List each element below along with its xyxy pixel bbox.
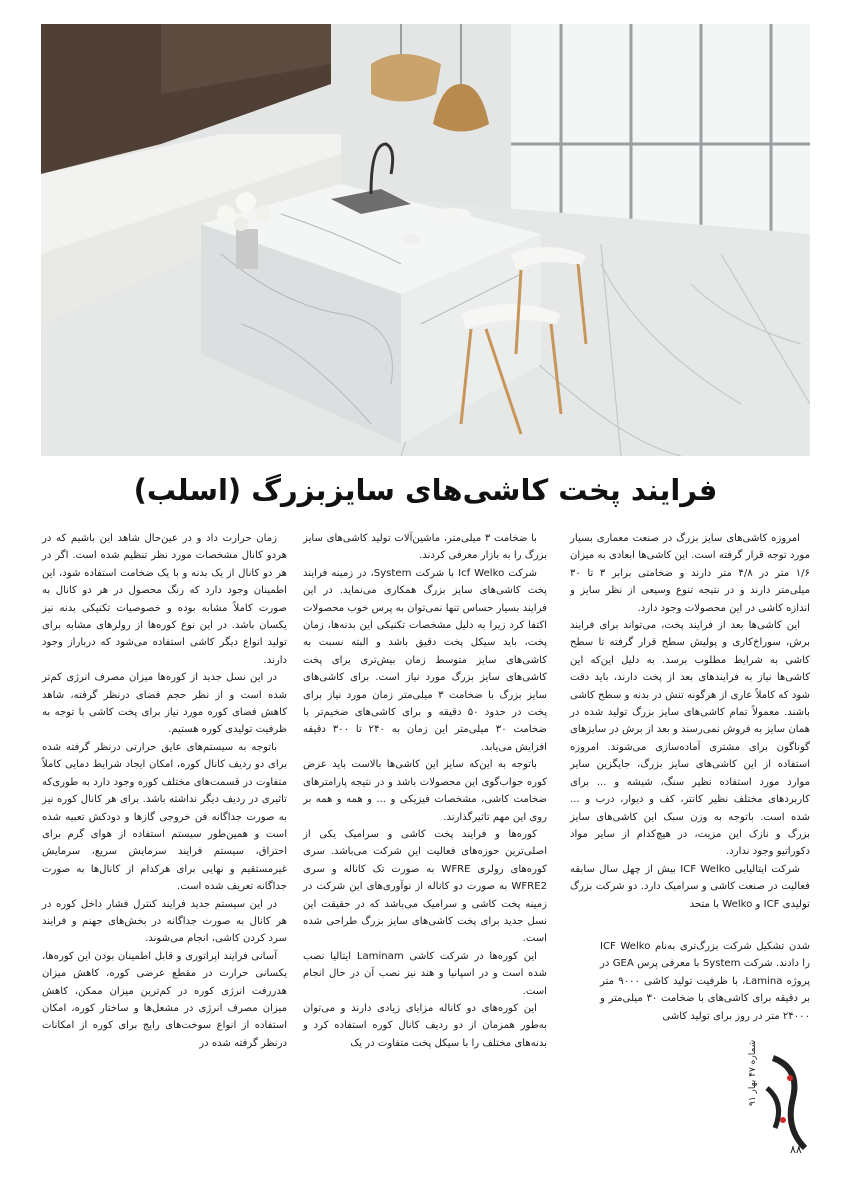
paragraph: این کوره‌های دو کاناله مزایای زیادی دارند و می‌توان به‌طور همزمان از دو ردیف کانال کوره استفاده کرد و بدنه‌های مختلف را با سیکل پخت متفاوت در یک — [303, 1002, 547, 1049]
paragraph: شرکت Icf Welko با شرکت System، در زمینه فرایند پخت کاشی‌های سایز بزرگ همکاری می‌نماید. در این فرایند بسیار حساس تنها نمی‌توان به پرس خوب محصولات اکتفا کرد زیرا به دلیل مشخصات تکنیکی این بدنه‌ها، زمان پخت، باید سیکل پخت دقیق باشد و البته نسبت به کاشی‌های سایز متوسط زمان بیش‌تری برای پخت کاشی‌های سایز بزرگ مورد نیاز است. برای کاشی‌های سایز بزرگ با ضخامت ۳ میلی‌متر زمان مورد نیاز برای پخت در حدود ۵۰ دقیقه و برای کاشی‌های ضخیم‌تر با ضخامت ۳۰ میلی‌متر این زمان به ۲۴۰ تا ۳۰۰ دقیقه افزایش می‌یابد. — [303, 567, 547, 753]
paragraph: در این سیستم جدید فرایند کنترل فشار داخل کوره در هر کانال به صورت جداگانه در بخش‌های جهنم و فرایند سرد کردن کاشی، انجام می‌شوند. — [42, 898, 287, 945]
magazine-logo — [745, 1048, 815, 1158]
paragraph: امروزه کاشی‌های سایز بزرگ در صنعت معماری بسیار مورد توجه قرار گرفته است. این کاشی‌ها ابعادی به میزان ۱/۶ متر در ۴/۸ متر دارند و ضخامتی برابر ۳ تا ۳۰ میلی‌متر دارند و در نتیجه تنوع وسیعی از نظر سایز و اندازه کاشی در این محصولات وجود دارد. — [570, 533, 810, 614]
text-column-2 — [303, 530, 547, 1130]
kitchen-photo — [41, 24, 810, 456]
article-title: فرایند پخت کاشی‌های سایزبزرگ (اسلب) — [133, 473, 718, 507]
text-column-1-tail — [600, 938, 810, 1025]
page-number: ۸۸ — [790, 1143, 802, 1156]
paragraph: باتوجه به سیستم‌های عایق حرارتی درنظر گرفته شده برای دو ردیف کانال کوره، امکان ایجاد شرایط دمایی کاملاً متفاوت در قسمت‌های مختلف کوره وجود دارد به طوری‌که تاثیری در ردیف دیگر نداشته باشد. برای هر کانال کوره نیز به صورت جداگانه فن خروجی گازها و دودکش تعبیه شده است و همین‌طور سیستم استفاده از هوای گرم برای احتراق، سیستم فرایند سرمایش سریع، سرمایش غیرمستقیم و نهایی برای هرکدام از کانال‌ها به صورت جداگانه تعریف شده است. — [42, 741, 287, 893]
kitchen-illustration — [41, 24, 810, 456]
paragraph: شدن تشکیل شرکت بزرگ‌تری به‌نام ICF Welko را دادند. شرکت System با معرفی پرس GEA در پروژه Lamina، با ظرفیت تولید کاشی ۹۰۰۰ متر بر دقیقه برای کاشی‌های با ضخامت ۳۰ میلی‌متر و ۲۴۰۰۰ متر در روز برای تولید کاشی — [600, 941, 811, 1022]
paragraph: این کاشی‌ها بعد از فرایند پخت، می‌تواند برای فرایند برش، سوراخ‌کاری و پولیش سطح قرار گرفته تا سطح کاشی به شرایط مطلوب برسد. به دلیل این‌که این کاشی‌ها نیاز به فرایندهای بعد از پخت دارند، باید دقت شود که کاملاً عاری از هرگونه تنش در بدنه و سطح کاشی باشند. معمولاً تمام کاشی‌های سایز بزرگ تولید شده در همان سایز به فروش نمی‌رسند و بعد از برش در سایزهای گوناگون برای مشتری آماده‌سازی می‌شوند. امروزه استفاده از این کاشی‌های سایز بزرگ، جایگزین سایر موارد مورد استفاده نظیر سنگ، شیشه و ... برای کاربردهای مختلف نظیر کانتر، کف و دیوار، درب و ... شده است. باتوجه به وزن سبک این کاشی‌های سایز بزرگ و نازک این مزیت، در هیچ‌کدام از سایر مواد دکوراتیو وجود ندارد. — [570, 620, 810, 858]
paragraph: زمان حرارت داد و در عین‌حال شاهد این باشیم که در هردو کانال مشخصات مورد نظر تنظیم شده است. اگر در هر دو کانال از یک بدنه و با یک ضخامت استفاده شود، این اطمینان وجود دارد که رنگ محصول در هر دو کانال به صورت کاملاً مشابه بوده و خصوصیات تکنیکی بدنه نیز یکسان باشد. در این نوع کوره‌ها از رولرهای مشابه برای تولید انواع دیگر کاشی استفاده می‌شود که درباراز وجود دارند. — [42, 533, 287, 666]
paragraph: شرکت ایتالیایی ICF Welko بیش از چهل سال سابقه فعالیت در صنعت کاشی و سرامیک دارد. دو شرکت بزرگ تولیدی ICF و Welko با متحد — [570, 863, 810, 910]
paragraph: باتوجه به این‌که سایز این کاشی‌ها بالاست باید عرض کوره جواب‌گوی این محصولات باشد و در نتیجه پارامترهای ضخامت کاشی، مشخصات فیزیکی و ... و همه و همه بر روی این مهم تاثیرگذارند. — [303, 759, 547, 823]
paragraph: کوره‌ها و فرایند پخت کاشی و سرامیک یکی از اصلی‌ترین حوزه‌های فعالیت این شرکت می‌باشد. سری کوره‌های رولری WFRE به صورت تک کاناله و سری WFRE2 به صورت دو کاناله از نوآوری‌های این شرکت در زمینه پخت کاشی و سرامیک می‌باشد که در حقیقت این نسل جدید برای پخت کاشی‌های سایز بزرگ طراحی شده است. — [303, 828, 547, 945]
issue-label: شماره ۴۷ بهار ۹۱ — [748, 1040, 758, 1107]
paragraph: با ضخامت ۳ میلی‌متر، ماشین‌آلات تولید کاشی‌های سایز بزرگ را به بازار معرفی کردند. — [303, 533, 547, 562]
paragraph: آسانی فرایند اپراتوری و قابل اطمینان بودن این کوره‌ها، یکسانی حرارت در مقطع عرضی کوره، کاهش میزان هدررفت انرژی کوره در کم‌ترین میزان ممکن، کاهش میزان مصرف انرژی در مشعل‌ها و ساختار کوره، امکان استفاده از انواع سوخت‌های رایج برای کوره از امکانات درنظر گرفته شده در — [42, 950, 287, 1049]
paragraph: در این نسل جدید از کوره‌ها میزان مصرف انرژی کم‌تر شده است و از نظر حجم فضای درنظر گرفته، شاهد کاهش فضای کوره مورد نیاز برای پخت کاشی با توجه به ظرفیت تولیدی کوره هستیم. — [42, 672, 287, 736]
text-column-3 — [42, 530, 287, 1130]
paragraph: این کوره‌ها در شرکت کاشی Laminam ایتالیا نصب شده است و در اسپانیا و هند نیز نصب آن در حال انجام است. — [303, 950, 547, 997]
